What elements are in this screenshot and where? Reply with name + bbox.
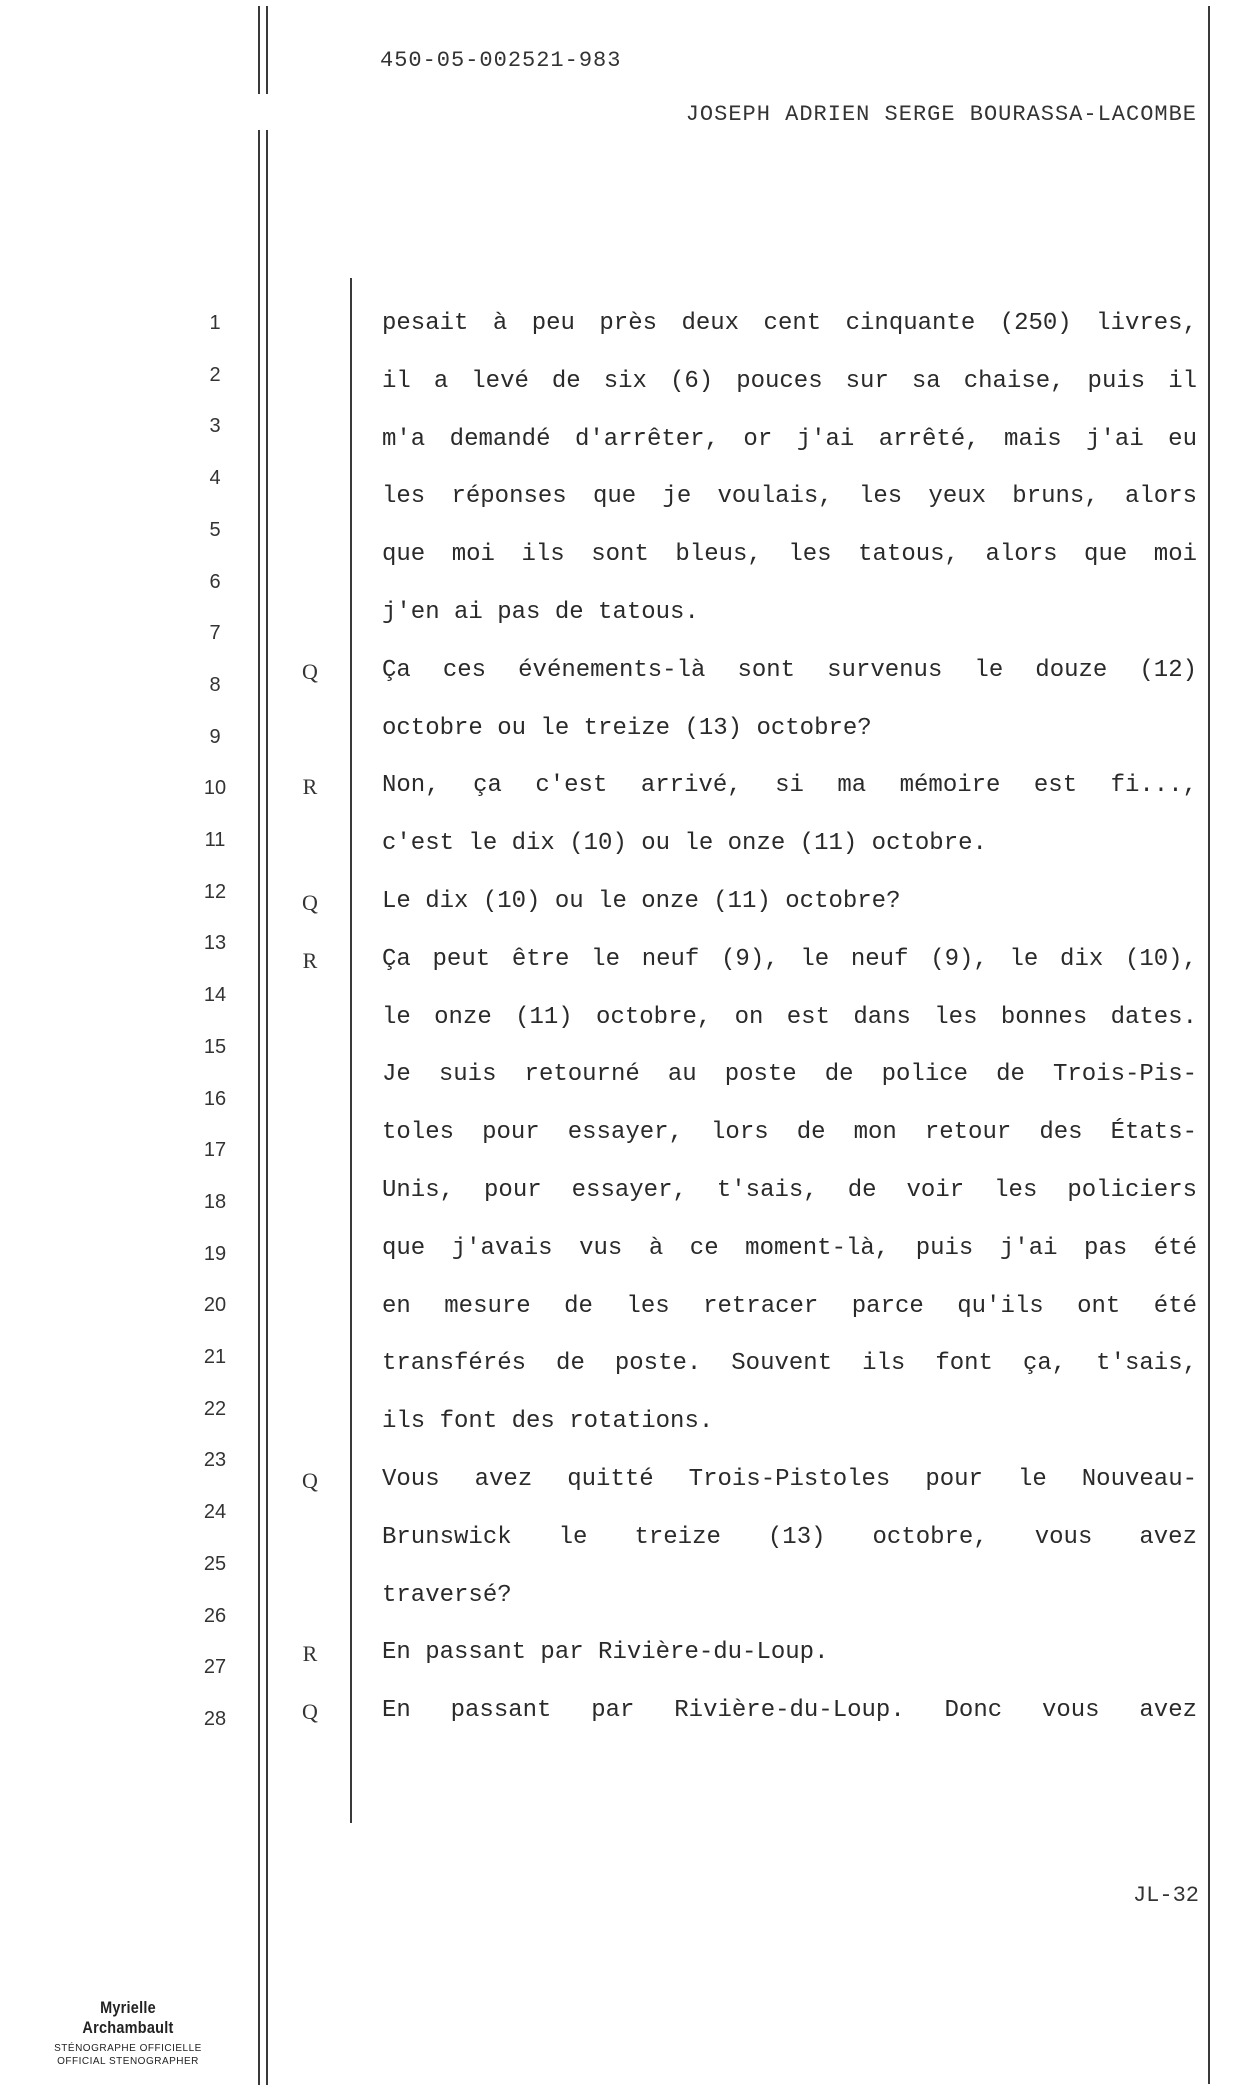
speaker-marker: R (302, 774, 318, 799)
line-number: 18 (203, 1191, 227, 1213)
line-number: 8 (209, 674, 221, 696)
line-number: 13 (203, 932, 227, 954)
transcript-line: octobre ou le treize (13) octobre? (382, 715, 872, 742)
speaker-column-rule (350, 278, 352, 1823)
stenographer-title-en: OFFICIAL STENOGRAPHER (57, 2056, 199, 2067)
line-number: 26 (203, 1605, 227, 1627)
stenographer-title-fr: STÉNOGRAPHE OFFICIELLE (54, 2043, 202, 2054)
transcript-line: Unis, pour essayer, t'sais, de voir les policiers (382, 1177, 1197, 1204)
speaker-marker: R (302, 1641, 318, 1666)
line-number: 21 (203, 1346, 227, 1368)
line-number: 2 (209, 364, 221, 386)
case-number: 450-05-002521-983 (380, 48, 622, 73)
line-number: 24 (203, 1501, 227, 1523)
line-number: 17 (203, 1139, 227, 1161)
line-number: 16 (203, 1088, 227, 1110)
line-number: 7 (209, 622, 221, 644)
line-number: 19 (203, 1243, 227, 1265)
transcript-line: pesait à peu près deux cent cinquante (250) livres, (382, 310, 1197, 337)
line-number: 6 (209, 571, 221, 593)
transcript-line: c'est le dix (10) ou le onze (11) octobre. (382, 830, 987, 857)
speaker-marker: Q (302, 1699, 318, 1724)
speaker-marker: Q (302, 890, 318, 915)
page-reference: JL-32 (1132, 1883, 1199, 1908)
transcript-line: les réponses que je voulais, les yeux bruns, alors (382, 483, 1197, 510)
speaker-marker: R (302, 948, 318, 973)
speaker-marker: Q (302, 659, 318, 684)
line-number: 27 (203, 1656, 227, 1678)
line-number: 9 (209, 726, 221, 748)
transcript-line: le onze (11) octobre, on est dans les bonnes dates. (382, 1004, 1197, 1031)
left-margin-rule-outer (258, 6, 260, 94)
line-number: 3 (209, 415, 221, 437)
line-number: 1 (209, 312, 221, 334)
line-number: 10 (203, 777, 227, 799)
line-number: 20 (203, 1294, 227, 1316)
line-number: 5 (209, 519, 221, 541)
transcript-line: traversé? (382, 1582, 512, 1609)
line-number: 23 (203, 1449, 227, 1471)
transcript-line: m'a demandé d'arrêter, or j'ai arrêté, mais j'ai eu (382, 426, 1197, 453)
transcript-line: Je suis retourné au poste de police de Trois-Pis- (382, 1061, 1197, 1088)
transcript-line: En passant par Rivière-du-Loup. (382, 1639, 829, 1666)
speaker-marker: Q (302, 1468, 318, 1493)
transcript-line: Brunswick le treize (13) octobre, vous avez (382, 1524, 1197, 1551)
witness-name: JOSEPH ADRIEN SERGE BOURASSA-LACOMBE (685, 102, 1197, 127)
transcript-line: toles pour essayer, lors de mon retour des États- (382, 1119, 1197, 1146)
transcript-line: ils font des rotations. (382, 1408, 714, 1435)
stenographer-stamp (48, 1998, 208, 2067)
line-number: 14 (203, 984, 227, 1006)
line-number: 12 (203, 881, 227, 903)
transcript-line: que j'avais vus à ce moment-là, puis j'ai pas été (382, 1235, 1197, 1262)
line-number: 28 (203, 1708, 227, 1730)
transcript-line: en mesure de les retracer parce qu'ils ont été (382, 1293, 1197, 1320)
line-number: 11 (204, 829, 226, 851)
transcript-line: il a levé de six (6) pouces sur sa chaise, puis il (382, 368, 1197, 395)
transcript-line: Ça ces événements-là sont survenus le douze (12) (382, 657, 1197, 684)
line-number: 15 (203, 1036, 227, 1058)
stenographer-name: Myrielle Archambault (82, 1998, 174, 2037)
right-margin-rule (1208, 6, 1210, 2084)
transcript-line: Ça peut être le neuf (9), le neuf (9), le dix (10), (382, 946, 1197, 973)
line-number: 22 (203, 1398, 227, 1420)
transcript-line: Vous avez quitté Trois-Pistoles pour le Nouveau- (382, 1466, 1197, 1493)
transcript-line: que moi ils sont bleus, les tatous, alors que moi (382, 541, 1197, 568)
transcript-line: j'en ai pas de tatous. (382, 599, 699, 626)
left-margin-rule-inner (266, 6, 268, 94)
line-number: 25 (203, 1553, 227, 1575)
transcript-line: Non, ça c'est arrivé, si ma mémoire est fi..., (382, 772, 1197, 799)
left-margin-rule-inner-lower (266, 130, 268, 2085)
transcript-line: En passant par Rivière-du-Loup. Donc vous avez (382, 1697, 1197, 1724)
left-margin-rule-outer-lower (258, 130, 260, 2085)
transcript-line: transférés de poste. Souvent ils font ça, t'sais, (382, 1350, 1197, 1377)
line-number: 4 (209, 467, 221, 489)
transcript-line: Le dix (10) ou le onze (11) octobre? (382, 888, 901, 915)
